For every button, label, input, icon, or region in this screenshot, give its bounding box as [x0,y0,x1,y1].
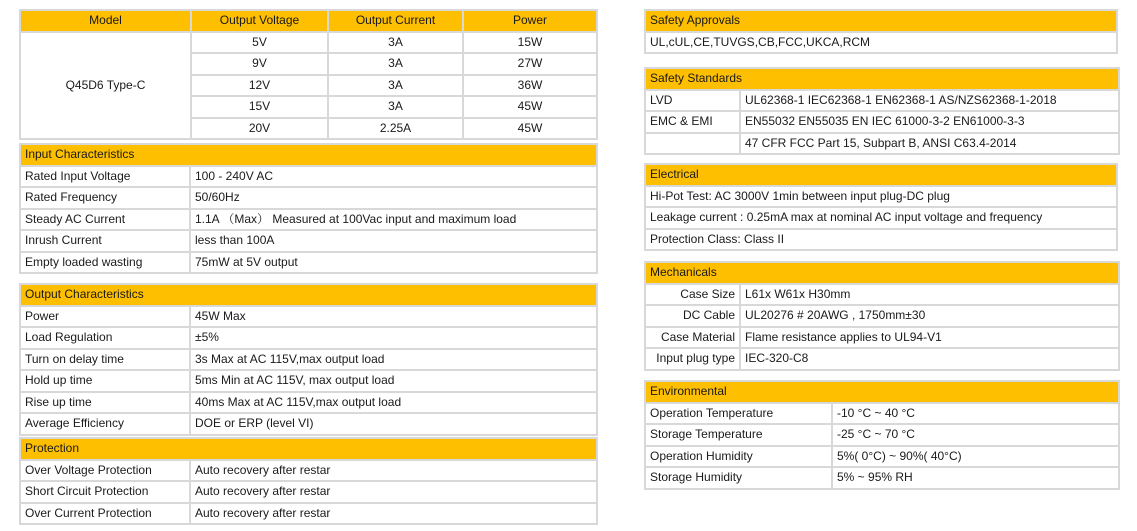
table-row [20,413,597,435]
table-row [20,327,597,349]
row-value: UL,cUL,CE,TUVGS,CB,FCC,UKCA,RCM [645,32,1117,54]
mechanicals-table [644,261,1120,371]
row-label: DC Cable [645,305,740,327]
voltage-cell: 5V [191,32,328,54]
table-row [645,403,1119,425]
table-row [20,166,597,188]
model-table-header [20,10,597,32]
row-label: LVD [645,90,740,112]
row-value: 50/60Hz [190,187,597,209]
row-value: 3s Max at AC 115V,max output load [190,349,597,371]
header-output-current: Output Current [328,10,463,32]
model-name: Q45D6 Type-C [20,32,191,140]
row-value: 5% ~ 95% RH [832,467,1119,489]
table-row [20,481,597,503]
current-cell: 3A [328,75,463,97]
table-row [645,207,1117,229]
table-row [20,230,597,252]
row-label: Case Material [645,327,740,349]
row-value: ±5% [190,327,597,349]
environmental-table [644,380,1120,490]
row-value: 75mW at 5V output [190,252,597,274]
row-label: Empty loaded wasting [20,252,190,274]
row-label: Rise up time [20,392,190,414]
row-label: Steady AC Current [20,209,190,231]
row-label: Inrush Current [20,230,190,252]
electrical-table [644,163,1118,251]
section-title: Output Characteristics [20,284,597,306]
current-cell: 3A [328,53,463,75]
row-label: Storage Humidity [645,467,832,489]
row-value: Auto recovery after restar [190,460,597,482]
row-value: Protection Class: Class II [645,229,1117,251]
row-value: 45W Max [190,306,597,328]
row-value: 47 CFR FCC Part 15, Subpart B, ANSI C63.4-2014 [740,133,1119,155]
input-characteristics-table [19,143,598,274]
row-value: DOE or ERP (level VI) [190,413,597,435]
current-cell: 2.25A [328,118,463,140]
row-value: Leakage current : 0.25mA max at nominal AC input voltage and frequency [645,207,1117,229]
row-value: IEC-320-C8 [740,348,1119,370]
table-row [645,424,1119,446]
section-title: Safety Standards [645,68,1119,90]
current-cell: 3A [328,32,463,54]
table-row [645,467,1119,489]
row-label: Case Size [645,284,740,306]
row-value: 40ms Max at AC 115V,max output load [190,392,597,414]
table-row [645,111,1119,133]
power-cell: 15W [463,32,597,54]
row-label: Power [20,306,190,328]
power-cell: 27W [463,53,597,75]
power-cell: 45W [463,96,597,118]
table-row [20,349,597,371]
table-row [645,348,1119,370]
table-row [645,186,1117,208]
table-row [645,446,1119,468]
table-row [645,305,1119,327]
table-row [645,133,1119,155]
table-row [20,252,597,274]
row-value: 5ms Min at AC 115V, max output load [190,370,597,392]
table-row [20,503,597,525]
table-row [645,229,1117,251]
row-value: L61x W61x H30mm [740,284,1119,306]
table-row [20,32,597,54]
section-title: Environmental [645,381,1119,403]
section-title: Safety Approvals [645,10,1117,32]
table-row [20,209,597,231]
row-label: Storage Temperature [645,424,832,446]
row-label: Short Circuit Protection [20,481,190,503]
power-cell: 45W [463,118,597,140]
voltage-cell: 12V [191,75,328,97]
header-model: Model [20,10,191,32]
safety-standards-table [644,67,1120,155]
row-label: Load Regulation [20,327,190,349]
voltage-cell: 9V [191,53,328,75]
table-row [645,284,1119,306]
protection-table [19,437,598,525]
row-value: -10 °C ~ 40 °C [832,403,1119,425]
row-value: UL20276 # 20AWG , 1750mm±30 [740,305,1119,327]
row-value: 100 - 240V AC [190,166,597,188]
row-label: Operation Temperature [645,403,832,425]
power-cell: 36W [463,75,597,97]
table-row [645,327,1119,349]
model-table [19,9,598,140]
table-row [20,306,597,328]
row-value: EN55032 EN55035 EN IEC 61000-3-2 EN61000-3-3 [740,111,1119,133]
table-row [20,460,597,482]
section-title: Protection [20,438,597,460]
table-row [20,187,597,209]
row-value: UL62368-1 IEC62368-1 EN62368-1 AS/NZS62368-1-2018 [740,90,1119,112]
row-label: Rated Frequency [20,187,190,209]
section-title: Electrical [645,164,1117,186]
row-label: Over Current Protection [20,503,190,525]
section-title: Mechanicals [645,262,1119,284]
row-label: Rated Input Voltage [20,166,190,188]
row-label: Input plug type [645,348,740,370]
table-row [645,90,1119,112]
current-cell: 3A [328,96,463,118]
header-output-voltage: Output Voltage [191,10,328,32]
row-value: 1.1A （Max） Measured at 100Vac input and maximum load [190,209,597,231]
row-value: Auto recovery after restar [190,503,597,525]
row-label: Operation Humidity [645,446,832,468]
table-row [20,370,597,392]
row-label: Turn on delay time [20,349,190,371]
row-value: -25 °C ~ 70 °C [832,424,1119,446]
row-value: less than 100A [190,230,597,252]
row-label: Over Voltage Protection [20,460,190,482]
section-title: Input Characteristics [20,144,597,166]
row-value: Flame resistance applies to UL94-V1 [740,327,1119,349]
output-characteristics-table [19,283,598,436]
row-value: 5%( 0°C) ~ 90%( 40°C) [832,446,1119,468]
row-label: Average Efficiency [20,413,190,435]
voltage-cell: 20V [191,118,328,140]
voltage-cell: 15V [191,96,328,118]
row-label [645,133,740,155]
table-row [645,32,1117,54]
header-power: Power [463,10,597,32]
table-row [20,392,597,414]
row-value: Hi-Pot Test: AC 3000V 1min between input plug-DC plug [645,186,1117,208]
row-label: Hold up time [20,370,190,392]
safety-approvals-table [644,9,1118,54]
row-value: Auto recovery after restar [190,481,597,503]
row-label: EMC & EMI [645,111,740,133]
